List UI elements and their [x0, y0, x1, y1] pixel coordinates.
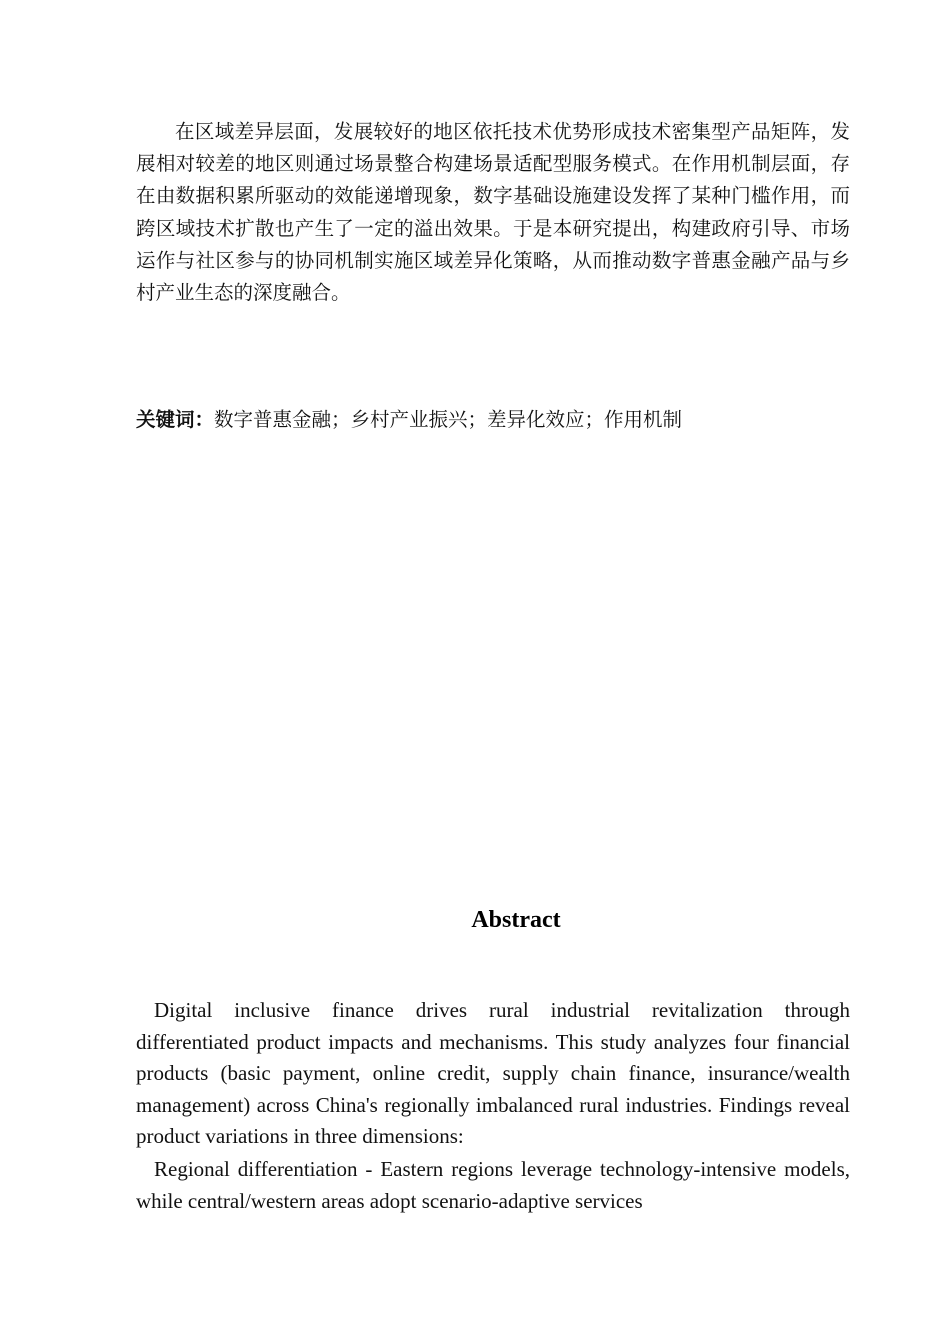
keywords-label: 关键词：: [136, 408, 215, 431]
chinese-abstract-paragraph: 在区域差异层面，发展较好的地区依托技术优势形成技术密集型产品矩阵，发展相对较差的地区则通过场景整合构建场景适配型服务模式。在作用机制层面，存在由数据积累所驱动的效能递增现象，数字基础设施建设发挥了某种门槛作用，而跨区域技术扩散也产生了一定的溢出效果。于是本研究提出，构建政府引导、市场运作与社区参与的协同机制实施区域差异化策略，从而推动数字普惠金融产品与乡村产业生态的深度融合。: [136, 120, 850, 305]
english-abstract-paragraph-1: Digital inclusive finance drives rural industrial revitalization through differentiated product impacts and mechanisms. This study analyzes four financial products (basic payment, online credit, supply chain finance, insurance/wealth management) across China's regionally imbalanced rural industries. Findings reveal product variations in three dimensions:: [136, 998, 850, 1149]
keywords-text: 数字普惠金融；乡村产业振兴；差异化效应；作用机制: [214, 408, 683, 431]
keywords-line: [136, 404, 850, 436]
english-abstract-paragraph-2: Regional differentiation - Eastern regions leverage technology-intensive models, while central/western areas adopt scenario-adaptive services: [136, 1157, 850, 1213]
abstract-title: Abstract: [471, 907, 561, 933]
